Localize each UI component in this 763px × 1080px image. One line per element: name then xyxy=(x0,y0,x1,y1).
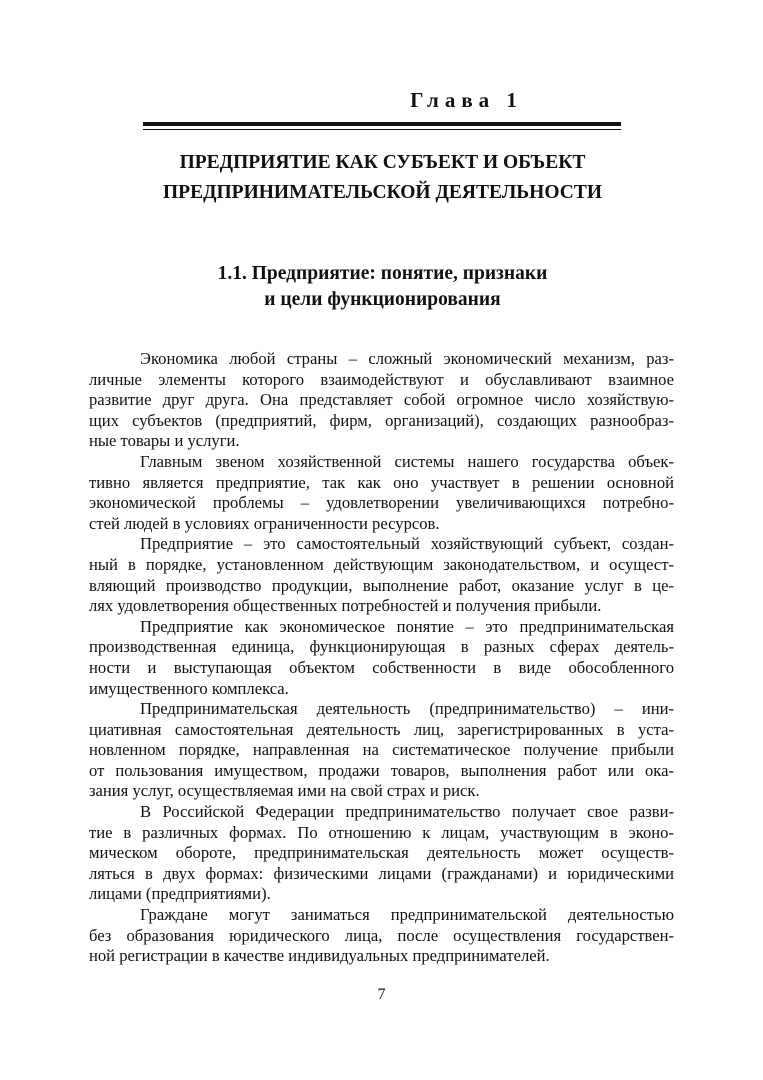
text-line: Предпринимательская деятельность (предпринимательство) – ини- xyxy=(140,699,674,719)
paragraph xyxy=(89,617,674,699)
paragraph xyxy=(89,802,674,905)
text-line: от пользования имуществом, продажи товаров, выполнения работ или ока- xyxy=(89,760,674,780)
section-title-line: и цели функционирования xyxy=(264,289,501,310)
text-line: В Российской Федерации предпринимательство получает свое разви- xyxy=(140,802,674,822)
text-line: без образования юридического лица, после осуществления государствен- xyxy=(89,925,674,945)
body-text xyxy=(89,349,674,967)
text-line: щих субъектов (предприятий, фирм, организаций), создающих разнообраз- xyxy=(89,410,674,430)
text-line: вляющий производство продукции, выполнение работ, оказание услуг в це- xyxy=(89,575,674,595)
text-line: экономической проблемы – удовлетворении увеличивающихся потребно- xyxy=(89,493,674,513)
paragraph xyxy=(89,905,674,967)
text-line: стей людей в условиях ограниченности ресурсов. xyxy=(89,513,440,533)
text-line: имущественного комплекса. xyxy=(89,678,289,698)
text-line: Предприятие как экономическое понятие – это предпринимательская xyxy=(140,616,674,636)
text-line: ный в порядке, установленном действующим законодательством, и осущест- xyxy=(89,554,674,574)
paragraph xyxy=(89,699,674,802)
text-line: производственная единица, функционирующая в разных сферах деятель- xyxy=(89,637,674,657)
text-line: ляться в двух формах: физическими лицами (гражданами) и юридическими xyxy=(89,863,674,883)
chapter-label: Глава 1 xyxy=(410,88,523,112)
text-line: ные товары и услуги. xyxy=(89,431,240,451)
text-line: ности и выступающая объектом собственности в виде обособленного xyxy=(89,657,674,677)
text-line: развитие друг друга. Она представляет собой огромное число хозяйствую- xyxy=(89,390,674,410)
section-title xyxy=(160,261,605,313)
chapter-title xyxy=(100,148,665,208)
paragraph xyxy=(89,534,674,616)
text-line: лицами (предприятиями). xyxy=(89,884,271,904)
text-line: циативная самостоятельная деятельность лиц, зарегистрированных в уста- xyxy=(89,719,674,739)
text-line: Предприятие – это самостоятельный хозяйствующий субъект, создан- xyxy=(140,534,674,554)
chapter-title-line: ПРЕДПРИНИМАТЕЛЬСКОЙ ДЕЯТЕЛЬНОСТИ xyxy=(162,182,602,203)
text-line: личные элементы которого взаимодействуют и обуславливают взаимное xyxy=(89,369,674,389)
chapter-title-line: ПРЕДПРИЯТИЕ КАК СУБЪЕКТ И ОБЪЕКТ xyxy=(179,152,586,173)
text-line: новленном порядке, направленная на систематическое получение прибыли xyxy=(89,740,674,760)
text-line: лях удовлетворения общественных потребностей и получения прибыли. xyxy=(89,596,602,616)
text-line: Граждане могут заниматься предпринимательской деятельностью xyxy=(140,905,674,925)
text-line: Экономика любой страны – сложный экономический механизм, раз- xyxy=(140,349,674,368)
text-line: мическом обороте, предпринимательская деятельность может осуществ- xyxy=(89,843,674,863)
text-line: Главным звеном хозяйственной системы нашего государства объек- xyxy=(140,451,674,471)
text-line: ной регистрации в качестве индивидуальных предпринимателей. xyxy=(89,946,550,966)
chapter-rule-thick xyxy=(143,122,621,126)
text-line: тивно является предприятие, так как оно участвует в решении основной xyxy=(89,472,674,492)
chapter-rule-thin xyxy=(143,129,621,130)
text-line: тие в различных формах. По отношению к лицам, участвующим в эконо- xyxy=(89,822,674,842)
paragraph xyxy=(89,349,674,452)
section-title-line: 1.1. Предприятие: понятие, признаки xyxy=(217,263,548,284)
text-line: зания услуг, осуществляемая ими на свой страх и риск. xyxy=(89,781,480,801)
paragraph xyxy=(89,452,674,534)
page-number: 7 xyxy=(377,986,386,1003)
